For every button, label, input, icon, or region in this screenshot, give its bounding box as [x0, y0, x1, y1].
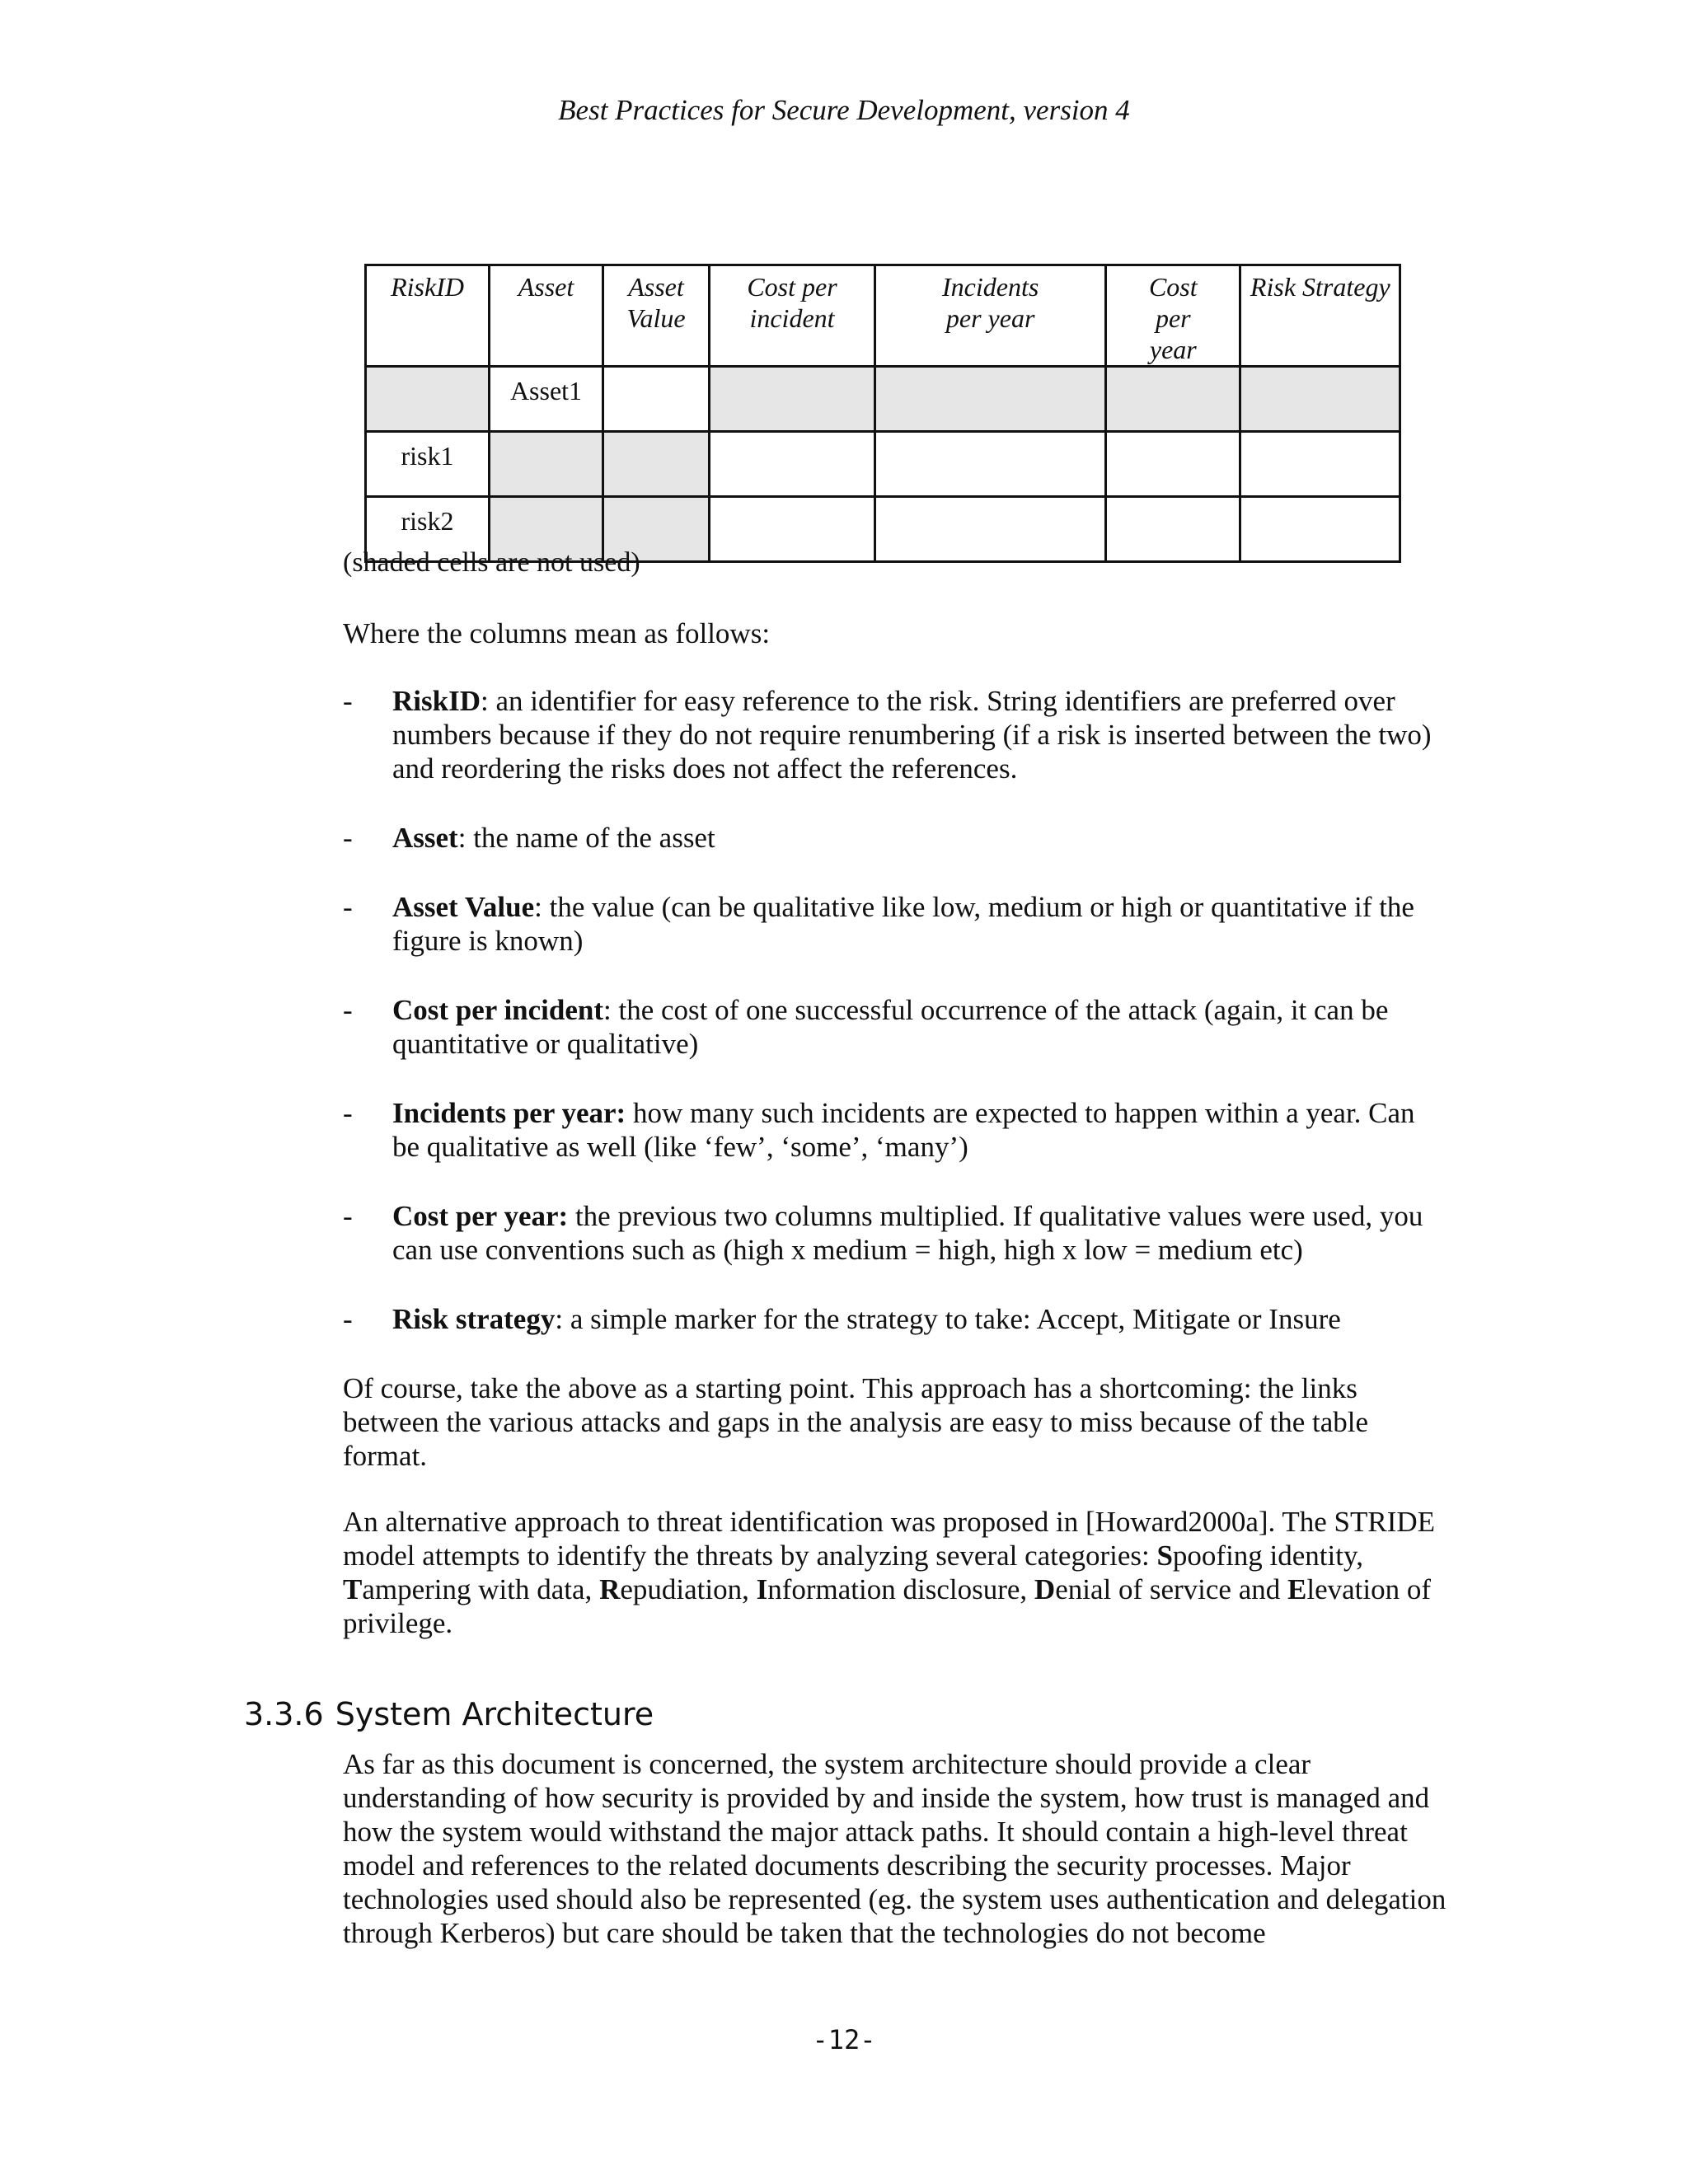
bullet-text: the previous two columns multiplied. If qualitative values were used, you can use conventions such as (high x medium = high, high x low = medium etc)	[392, 1200, 1423, 1266]
stride-letter: S	[1156, 1540, 1173, 1572]
table-row	[366, 432, 1400, 497]
table-cell	[1106, 497, 1240, 562]
stride-letter: R	[599, 1573, 621, 1605]
bullet-dash: -	[343, 891, 353, 923]
table-cell	[1240, 497, 1400, 562]
bullet-dash: -	[343, 685, 353, 717]
bullet-term: Cost per incident	[392, 994, 604, 1026]
text-run: nformation disclosure,	[767, 1573, 1034, 1605]
table-header-row	[366, 265, 1400, 367]
col-header-risk-strategy: Risk Strategy	[1240, 265, 1400, 367]
table-cell	[1240, 367, 1400, 432]
bullet-cost-per-incident	[343, 993, 1447, 1061]
text-run: ampering with data,	[362, 1573, 600, 1605]
bullet-term: RiskID	[392, 685, 481, 717]
col-header-cost-per-incident: Cost per incident	[710, 265, 875, 367]
paragraph-text: As far as this document is concerned, the system architecture should provide a clear understanding of how security is provided by and inside the system, how trust is managed and how the system would withstand the major attack paths. It should contain a high-level threat model and references to the related documents describing the security processes. Major technologies used should also be represented (eg. the system uses authentication and delegation through Kerberos) but care should be taken that the technologies do not become	[343, 1748, 1447, 1949]
stride-letter: T	[343, 1573, 363, 1605]
table-cell: risk2	[366, 497, 490, 562]
col-header-cost-per-year: Cost per year	[1106, 265, 1240, 367]
table-cell	[1240, 432, 1400, 497]
section-number: 3.3.6	[244, 1696, 324, 1732]
paragraph-text: Of course, take the above as a starting point. This approach has a shortcoming: the links between the various attacks and gaps in the analysis are easy to miss because of the table format.	[343, 1372, 1369, 1472]
col-header-asset-value: Asset Value	[603, 265, 710, 367]
bullet-dash: -	[343, 1303, 353, 1335]
paragraph-text	[343, 1505, 1447, 1640]
bullet-incidents-per-year	[343, 1096, 1447, 1164]
bullet-dash: -	[343, 1097, 353, 1129]
bullet-text: how many such incidents are expected to happen within a year. Can be qualitative as well (like ‘few’, ‘some’, ‘many’)	[392, 1097, 1415, 1163]
col-header-asset: Asset	[490, 265, 603, 367]
text-run: poofing identity,	[1172, 1540, 1363, 1572]
section-title: System Architecture	[335, 1696, 654, 1732]
table-note: (shaded cells are not used)	[343, 547, 640, 578]
paragraph-system-architecture	[343, 1747, 1447, 1950]
bullet-text: : the cost of one successful occurrence of the attack (again, it can be quantitative or qualitative)	[392, 994, 1389, 1060]
page-number: -12-	[812, 2024, 876, 2055]
table-cell: Asset1	[490, 367, 603, 432]
bullet-dash: -	[343, 994, 353, 1026]
table-cell	[1106, 432, 1240, 497]
bullet-risk-strategy	[343, 1302, 1447, 1336]
bullet-asset-value	[343, 890, 1447, 958]
bullet-text: : the value (can be qualitative like low, medium or high or quantitative if the figure is known)	[392, 891, 1414, 957]
table-cell	[710, 432, 875, 497]
bullet-term: Asset Value	[392, 891, 535, 923]
table-cell	[603, 367, 710, 432]
table-cell	[875, 367, 1106, 432]
bullet-dash: -	[343, 822, 353, 854]
paragraph-starting-point	[343, 1371, 1447, 1473]
stride-letter: I	[756, 1573, 768, 1605]
table-cell	[366, 367, 490, 432]
bullet-text: : a simple marker for the strategy to take: Accept, Mitigate or Insure	[555, 1303, 1341, 1335]
page-header: Best Practices for Secure Development, version 4	[558, 94, 1130, 126]
bullet-cost-per-year	[343, 1199, 1447, 1267]
table-cell	[710, 497, 875, 562]
text-run: enial of service and	[1055, 1573, 1287, 1605]
bullet-text: : an identifier for easy reference to the risk. String identifiers are preferred over numbers because if they do not require renumbering (if a risk is inserted between the two) and reordering the risks does not affect the references.	[392, 685, 1432, 785]
bullet-term: Asset	[392, 822, 458, 854]
bullet-dash: -	[343, 1200, 353, 1232]
bullet-text: : the name of the asset	[457, 822, 715, 854]
col-header-riskid: RiskID	[366, 265, 490, 367]
bullet-asset	[343, 821, 1447, 855]
table-cell	[603, 432, 710, 497]
text-run: An alternative approach to threat identification was proposed in [Howard2000a]. The STRIDE model attempts to identify the threats by analyzing several categories:	[343, 1506, 1436, 1572]
stride-letter: D	[1034, 1573, 1056, 1605]
bullet-term: Cost per year:	[392, 1200, 569, 1232]
paragraph-stride	[343, 1505, 1447, 1640]
table-cell	[490, 432, 603, 497]
col-header-incidents-per-year: Incidents per year	[875, 265, 1106, 367]
intro-text	[343, 616, 1447, 650]
text-run: levation of privilege.	[343, 1573, 1432, 1639]
table-row	[366, 367, 1400, 432]
table-cell: risk1	[366, 432, 490, 497]
bullet-term: Risk strategy	[392, 1303, 556, 1335]
text-run: epudiation,	[620, 1573, 757, 1605]
stride-letter: E	[1287, 1573, 1307, 1605]
section-heading	[244, 1696, 665, 1732]
table-cell	[875, 432, 1106, 497]
bullet-riskid	[343, 684, 1447, 785]
table-cell	[1106, 367, 1240, 432]
risk-table	[364, 264, 1401, 563]
bullet-term: Incidents per year:	[392, 1097, 626, 1129]
table-cell	[875, 497, 1106, 562]
intro-paragraph: Where the columns mean as follows:	[343, 617, 771, 649]
table-cell	[710, 367, 875, 432]
